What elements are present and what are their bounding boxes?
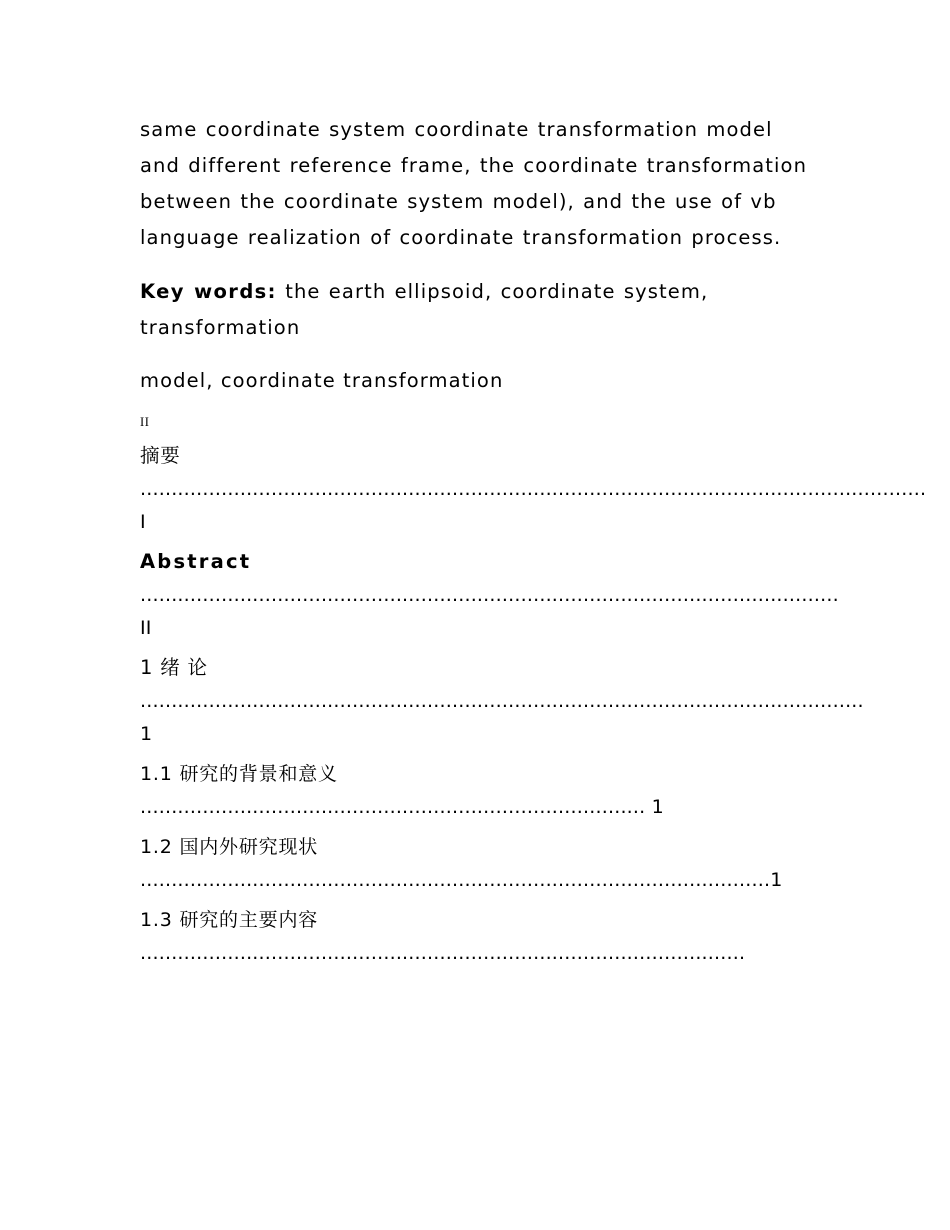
toc-entry-leader: .................................................................................................................... 1	[140, 690, 864, 745]
toc-entry-leader: ................................................................................. 1	[140, 796, 664, 818]
toc-entry-title: 1.2 国内外研究现状	[140, 836, 319, 858]
toc-entry[interactable]	[140, 545, 839, 645]
toc-entry-leader: .....................................................................................................1	[140, 869, 783, 891]
toc-entry-leader: .................................................................................................	[140, 942, 746, 964]
page-number: II	[140, 415, 150, 429]
toc-entry-leader: ..............................................................................................................................I	[140, 478, 927, 533]
table-of-contents	[140, 439, 927, 970]
keywords-continuation: model, coordinate transformation	[140, 369, 504, 392]
toc-entry[interactable]	[140, 757, 810, 824]
toc-entry[interactable]	[140, 903, 810, 970]
abstract-keywords-line	[140, 274, 810, 346]
toc-entry-title: Abstract	[140, 550, 252, 573]
abstract-english-body: same coordinate system coordinate transformation model and different reference frame, the coordinate transformation between the coordinate system model), and the use of vb language realization of coordinate transformation process.	[140, 118, 808, 249]
toc-entry[interactable]	[140, 830, 810, 897]
keywords-label: Key words:	[140, 280, 277, 303]
toc-entry-leader: ................................................................................................................ II	[140, 584, 839, 639]
toc-entry-title: 1.1 研究的背景和意义	[140, 763, 338, 785]
toc-entry[interactable]	[140, 439, 927, 539]
toc-entry-title: 1.3 研究的主要内容	[140, 909, 319, 931]
toc-entry-title: 摘要	[140, 444, 181, 467]
keywords-value: the earth ellipsoid, coordinate system, transformation	[140, 280, 709, 339]
toc-entry-title: 1 绪 论	[140, 656, 208, 679]
toc-entry[interactable]	[140, 651, 864, 751]
